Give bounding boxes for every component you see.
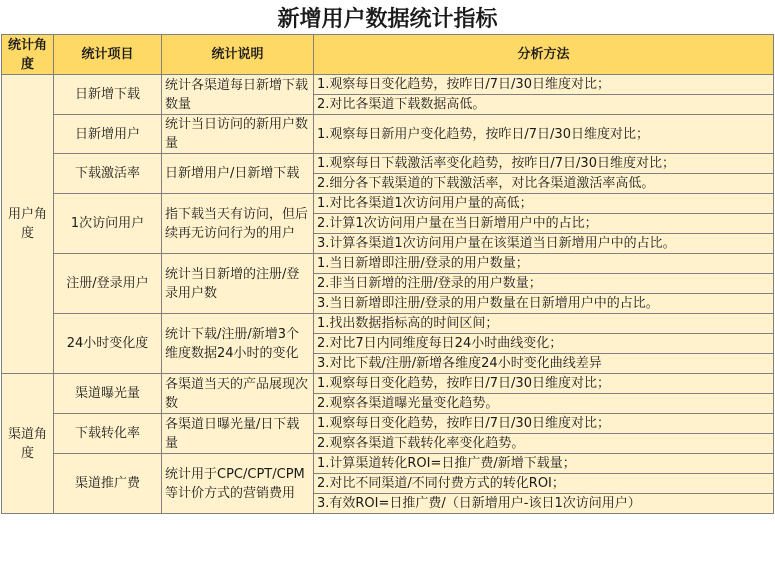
method-cell: 2.非当日新增的注册/登录的用户数量； xyxy=(314,274,774,294)
item-cell: 渠道曝光量 xyxy=(54,374,162,414)
method-cell: 2.计算1次访问用户量在当日新增用户中的占比； xyxy=(314,214,774,234)
method-cell: 2.对比不同渠道/不同付费方式的转化ROI； xyxy=(314,474,774,494)
item-cell: 渠道推广费 xyxy=(54,454,162,514)
item-cell: 1次访问用户 xyxy=(54,194,162,254)
page-title: 新增用户数据统计指标 xyxy=(277,6,498,32)
dimension-cell: 渠道角度 xyxy=(2,374,54,514)
description-cell: 日新增用户/日新增下载 xyxy=(162,154,314,194)
description-cell: 各渠道当天的产品展现次数 xyxy=(162,374,314,414)
description-cell: 统计下载/注册/新增3个维度数据24小时的变化 xyxy=(162,314,314,374)
table-row xyxy=(2,194,774,214)
table-row xyxy=(2,154,774,174)
description-cell: 统计当日访问的新用户数量 xyxy=(162,115,314,154)
description-cell: 指下载当天有访问，但后续再无访问行为的用户 xyxy=(162,194,314,254)
header-item: 统计项目 xyxy=(54,35,162,75)
description-cell: 统计用于CPC/CPT/CPM等计价方式的营销费用 xyxy=(162,454,314,514)
description-cell: 统计当日新增的注册/登录用户数 xyxy=(162,254,314,314)
table-row xyxy=(2,254,774,274)
method-cell: 2.观察各渠道曝光量变化趋势。 xyxy=(314,394,774,414)
item-cell: 下载转化率 xyxy=(54,414,162,454)
table-row xyxy=(2,374,774,394)
method-cell: 2.对比各渠道下载数据高低。 xyxy=(314,95,774,115)
item-cell: 注册/登录用户 xyxy=(54,254,162,314)
method-cell: 1.计算渠道转化ROI=日推广费/新增下载量； xyxy=(314,454,774,474)
method-cell: 1.观察每日变化趋势，按昨日/7日/30日维度对比； xyxy=(314,414,774,434)
table-row xyxy=(2,414,774,434)
table-row xyxy=(2,314,774,334)
method-cell: 1.观察每日变化趋势，按昨日/7日/30日维度对比； xyxy=(314,374,774,394)
header-method: 分析方法 xyxy=(314,35,774,75)
table-row xyxy=(2,454,774,474)
table-body xyxy=(2,75,774,514)
method-cell: 1.观察每日变化趋势，按昨日/7日/30日维度对比； xyxy=(314,75,774,95)
metrics-table xyxy=(1,34,774,514)
method-cell: 1.找出数据指标高的时间区间； xyxy=(314,314,774,334)
item-cell: 24小时变化度 xyxy=(54,314,162,374)
method-cell: 3.当日新增即注册/登录的用户数量在日新增用户中的占比。 xyxy=(314,294,774,314)
method-cell: 3.有效ROI=日推广费/（日新增用户-该日1次访问用户） xyxy=(314,494,774,514)
method-cell: 1.观察每日下载激活率变化趋势，按昨日/7日/30日维度对比； xyxy=(314,154,774,174)
method-cell: 3.计算各渠道1次访问用户量在该渠道当日新增用户中的占比。 xyxy=(314,234,774,254)
method-cell: 1.当日新增即注册/登录的用户数量； xyxy=(314,254,774,274)
table-row xyxy=(2,75,774,95)
item-cell: 日新增下载 xyxy=(54,75,162,115)
header-row xyxy=(2,35,774,75)
method-cell: 2.对比7日内同维度每日24小时曲线变化； xyxy=(314,334,774,354)
table-row xyxy=(2,115,774,154)
description-cell: 各渠道日曝光量/日下载量 xyxy=(162,414,314,454)
header-description: 统计说明 xyxy=(162,35,314,75)
method-cell: 2.细分各下载渠道的下载激活率，对比各渠道激活率高低。 xyxy=(314,174,774,194)
method-cell: 2.观察各渠道下载转化率变化趋势。 xyxy=(314,434,774,454)
method-cell: 3.对比下载/注册/新增各维度24小时变化曲线差异 xyxy=(314,354,774,374)
method-cell: 1.观察每日新用户变化趋势，按昨日/7日/30日维度对比； xyxy=(314,115,774,154)
method-cell: 1.对比各渠道1次访问用户量的高低； xyxy=(314,194,774,214)
header-dimension: 统计角度 xyxy=(2,35,54,75)
dimension-cell: 用户角度 xyxy=(2,75,54,374)
description-cell: 统计各渠道每日新增下载数量 xyxy=(162,75,314,115)
item-cell: 下载激活率 xyxy=(54,154,162,194)
item-cell: 日新增用户 xyxy=(54,115,162,154)
